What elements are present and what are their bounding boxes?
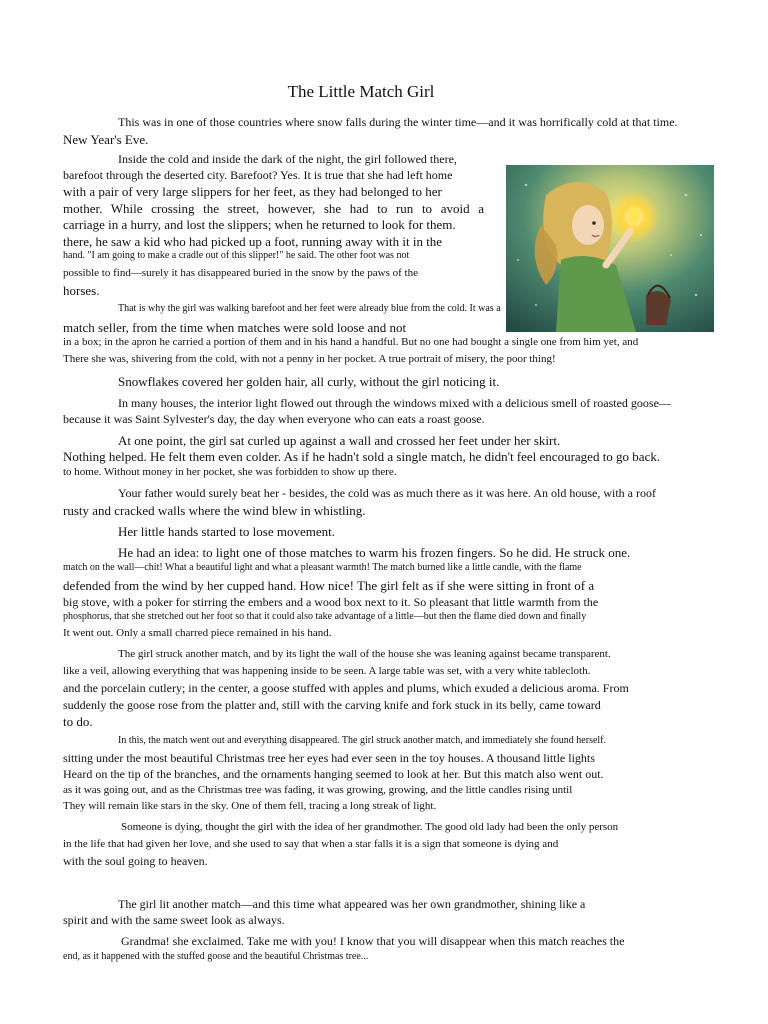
text-line: because it was Saint Sylvester's day, the day when everyone who can eats a roast goose. [63,412,485,426]
text-line: rusty and cracked walls where the wind blew in whistling. [63,503,366,518]
text-line: carriage in a hurry, and lost the slippers; when he returned to look for them. [63,217,456,232]
match-girl-illustration [506,165,714,332]
text-line: Your father would surely beat her - besides, the cold was as much there as it was here. An old house, with a roof [118,486,656,500]
text-line: The girl lit another match—and this time what appeared was her own grandmother, shining like a [118,897,586,911]
text-line: The girl struck another match, and by its light the wall of the house she was leaning against became transparent. [118,648,611,660]
text-line: In this, the match went out and everything disappeared. The girl struck another match, and immediately she found herself. [118,735,607,746]
text-line: Nothing helped. He felt them even colder. As if he hadn't sold a single match, he didn't feel encouraged to go back. [63,449,661,464]
text-line: and the porcelain cutlery; in the center, a goose stuffed with apples and plums, which exuded a delicious aroma. From [63,681,629,695]
text-line: Her little hands started to lose movement. [118,524,335,539]
text-line: to do. [63,714,93,729]
text-line: Inside the cold and inside the dark of the night, the girl followed there, [118,152,457,166]
text-line: He had an idea: to light one of those matches to warm his frozen fingers. So he did. He struck one. [118,545,631,560]
text-line: there, he saw a kid who had picked up a foot, running away with it in the [63,234,443,249]
text-line: in a box; in the apron he carried a portion of them and in his hand a handful. But no one had bought a single one from him yet, and [63,336,639,348]
text-line: horses. [63,283,100,298]
text-line: match on the wall—chit! What a beautiful light and what a pleasant warmth! The match burned like a little candle, with the flame [63,562,582,573]
text-line: That is why the girl was walking barefoot and her feet were already blue from the cold. It was a [118,303,501,314]
text-line: defended from the wind by her cupped hand. How nice! The girl felt as if she were sitting in front of a [63,578,595,593]
text-line: with a pair of very large slippers for her feet, as they had belonged to her [63,184,442,199]
text-line: in the life that had given her love, and she used to say that when a star falls it is a sign that someone is dying and [63,838,559,850]
text-line: spirit and with the same sweet look as always. [63,913,285,927]
text-line: to home. Without money in her pocket, she was forbidden to show up there. [63,466,397,478]
text-line: hand. "I am going to make a cradle out of this slipper!" he said. The other foot was not [63,250,410,261]
text-line: Grandma! she exclaimed. Take me with you! I know that you will disappear when this match reaches the [121,934,625,948]
text-line: phosphorus, that she stretched out her foot so that it could also take advantage of a little—but then the flame died down and finally [63,611,587,622]
text-line: sitting under the most beautiful Christmas tree her eyes had ever seen in the toy houses. A thousand little lights [63,751,595,765]
text-line: New Year's Eve. [63,132,149,147]
text-line: Snowflakes covered her golden hair, all curly, without the girl noticing it. [118,374,500,389]
text-line: This was in one of those countries where snow falls during the winter time—and it was horrifically cold at that time. [118,115,678,129]
text-line: At one point, the girl sat curled up against a wall and crossed her feet under her skirt. [118,433,561,448]
text-line: end, as it happened with the stuffed goose and the beautiful Christmas tree... [63,951,369,962]
text-line: like a veil, allowing everything that was happening inside to be seen. A large table was set, with a very white tablecloth. [63,665,591,677]
text-line: barefoot through the deserted city. Barefoot? Yes. It is true that she had left home [63,168,453,182]
text-line: mother. While crossing the street, however, she had to run to avoid a [63,201,484,216]
text-line: They will remain like stars in the sky. One of them fell, tracing a long streak of light. [63,800,437,812]
text-line: possible to find—surely it has disappeared buried in the snow by the paws of the [63,267,418,279]
text-line: Heard on the tip of the branches, and the ornaments hanging seemed to look at her. But this match also went out. [63,767,604,781]
text-line: Someone is dying, thought the girl with the idea of her grandmother. The good old lady had been the only person [121,821,619,833]
text-line: suddenly the goose rose from the platter and, still with the carving knife and fork stuck in its belly, came toward [63,698,601,712]
document-title: The Little Match Girl [287,82,435,101]
text-line: It went out. Only a small charred piece remained in his hand. [63,627,332,639]
text-line: with the soul going to heaven. [63,854,208,868]
text-line: There she was, shivering from the cold, with not a penny in her pocket. A true portrait of misery, the poor thing! [63,353,556,365]
text-line: big stove, with a poker for stirring the embers and a wood box next to it. So pleasant that little warmth from the [63,595,599,609]
text-line: In many houses, the interior light flowed out through the windows mixed with a delicious smell of roasted goose— [118,396,671,410]
text-line: as it was going out, and as the Christmas tree was fading, it was growing, growing, and the little candles rising until [63,784,573,796]
text-line: match seller, from the time when matches were sold loose and not [63,320,407,335]
